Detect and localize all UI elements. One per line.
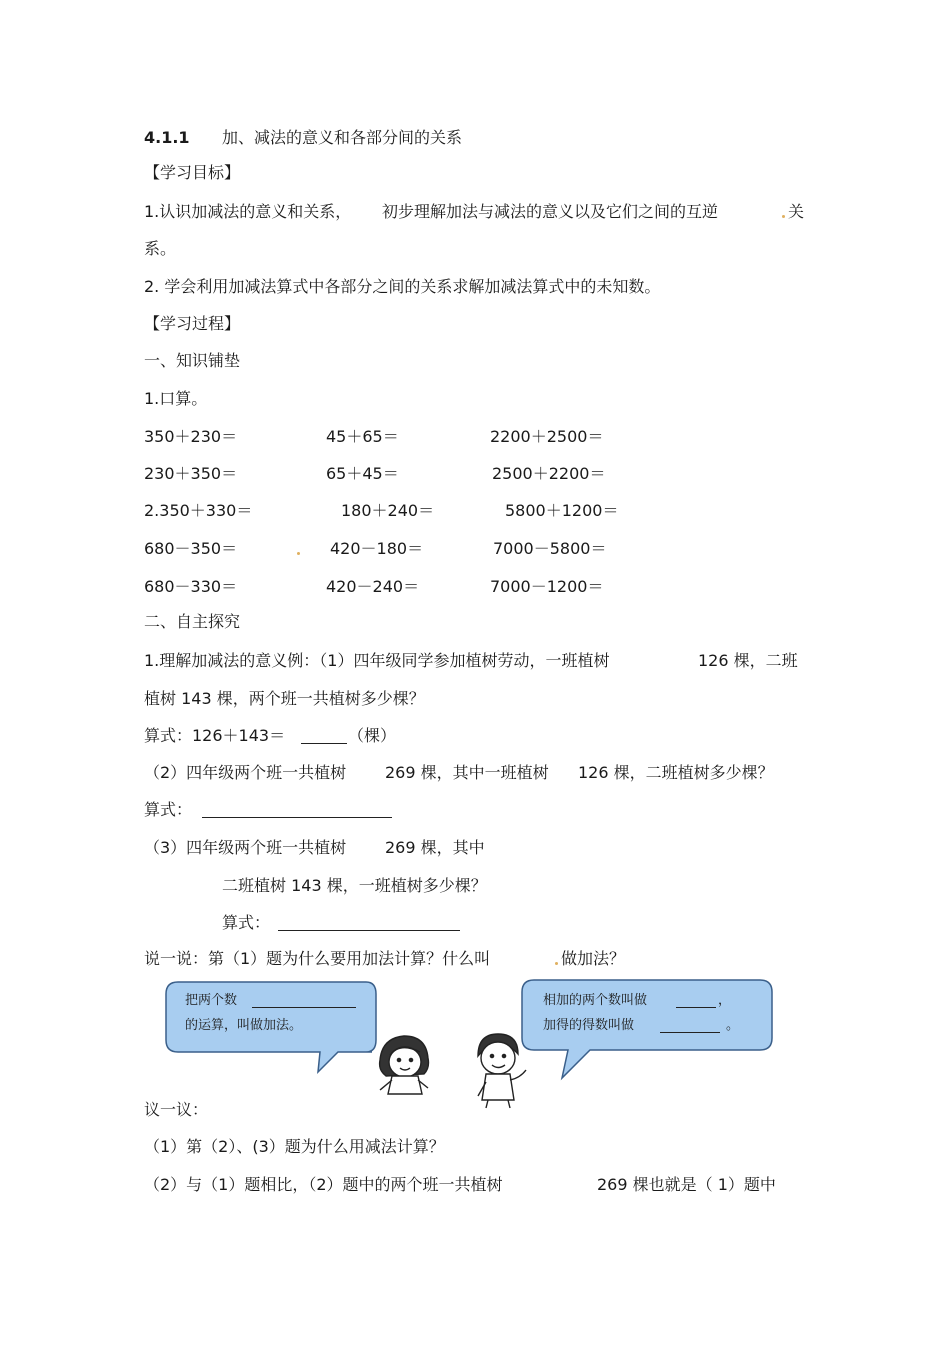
discuss-2-b: 269 棵也就是（ 1）题中 bbox=[597, 1175, 776, 1194]
discuss-heading: 议一议： bbox=[144, 1100, 209, 1119]
calc-cell: 420－240＝ bbox=[326, 577, 420, 596]
right-bubble-line-2: 加得的得数叫做 bbox=[543, 1018, 635, 1033]
calc-cell: 230＋350＝ bbox=[144, 464, 238, 483]
page-title: 加、减法的意义和各部分间的关系 bbox=[222, 128, 463, 147]
calc-cell: 5800＋1200＝ bbox=[505, 501, 619, 520]
right-bubble-line-1: 相加的两个数叫做 bbox=[543, 993, 648, 1008]
question-1-a: 1.理解加减法的意义例：（1）四年级同学参加植树劳动，一班植树 bbox=[144, 651, 610, 670]
goal-2: 2. 学会利用加减法算式中各部分之间的关系求解加减法算式中的未知数。 bbox=[144, 277, 661, 296]
section-number: 4.1.1 bbox=[144, 128, 190, 147]
calc-cell: 350＋230＝ bbox=[144, 427, 238, 446]
discuss-2-a: （2）与（1）题相比，（2）题中的两个班一共植树 bbox=[144, 1175, 503, 1194]
question-3-c: 二班植树 143 棵，一班植树多少棵？ bbox=[222, 876, 487, 895]
calc-2-label: 算式： bbox=[144, 800, 193, 819]
right-bubble-comma: ， bbox=[718, 993, 732, 1008]
question-3-b: 269 棵，其中 bbox=[385, 838, 485, 857]
question-1-b: 126 棵，二班 bbox=[698, 651, 798, 670]
calc-cell: 7000－5800＝ bbox=[493, 539, 607, 558]
left-bubble-line-2: 的运算，叫做加法。 bbox=[185, 1018, 303, 1033]
right-bubble-period: 。 bbox=[726, 1018, 740, 1033]
calc-1-label: 算式：126＋143＝ bbox=[144, 726, 286, 745]
calc-cell: 65＋45＝ bbox=[326, 464, 399, 483]
calc-cell: 45＋65＝ bbox=[326, 427, 399, 446]
process-heading: 【学习过程】 bbox=[144, 314, 241, 333]
calc-cell: 2.350＋330＝ bbox=[144, 501, 253, 520]
calc-cell: 2500＋2200＝ bbox=[492, 464, 606, 483]
calc-cell: 680－330＝ bbox=[144, 577, 238, 596]
goal-1-part-d: 系。 bbox=[144, 239, 177, 258]
calc-cell: 2200＋2500＝ bbox=[490, 427, 604, 446]
question-3-a: （3）四年级两个班一共植树 bbox=[144, 838, 347, 857]
oral-calc-heading: 1.口算。 bbox=[144, 389, 208, 408]
calc-1-unit: （棵） bbox=[348, 726, 397, 745]
answer-blank[interactable] bbox=[676, 993, 716, 1008]
boy-icon bbox=[478, 1034, 526, 1108]
goal-1-part-b: 初步理解加法与减法的意义以及它们之间的互逆 bbox=[382, 202, 719, 221]
question-2-c: 126 棵，二班植树多少棵？ bbox=[578, 763, 774, 782]
calc-cell: 680－350＝ bbox=[144, 539, 238, 558]
calc-cell: 420－180＝ bbox=[330, 539, 424, 558]
goal-1-part-c: 关 bbox=[788, 202, 805, 221]
say-prompt-b: 做加法？ bbox=[561, 949, 626, 968]
goals-heading: 【学习目标】 bbox=[144, 163, 241, 182]
goal-1-part-a: 1.认识加减法的意义和关系， bbox=[144, 202, 352, 221]
calc-3-label: 算式： bbox=[222, 913, 271, 932]
calc-cell: 180＋240＝ bbox=[341, 501, 435, 520]
question-2-a: （2）四年级两个班一共植树 bbox=[144, 763, 347, 782]
calc-cell: 7000－1200＝ bbox=[490, 577, 604, 596]
part-1-heading: 一、知识铺垫 bbox=[144, 351, 241, 370]
answer-blank[interactable] bbox=[252, 993, 356, 1008]
discuss-1: （1）第（2）、(3）题为什么用减法计算？ bbox=[144, 1137, 445, 1156]
part-2-heading: 二、自主探究 bbox=[144, 612, 241, 631]
question-1-c: 植树 143 棵，两个班一共植树多少棵？ bbox=[144, 689, 425, 708]
say-prompt-a: 说一说：第（1）题为什么要用加法计算？什么叫 bbox=[144, 949, 491, 968]
answer-blank[interactable] bbox=[660, 1018, 720, 1033]
girl-icon bbox=[380, 1036, 429, 1094]
left-bubble-line-1: 把两个数 bbox=[185, 993, 238, 1008]
question-2-b: 269 棵，其中一班植树 bbox=[385, 763, 549, 782]
